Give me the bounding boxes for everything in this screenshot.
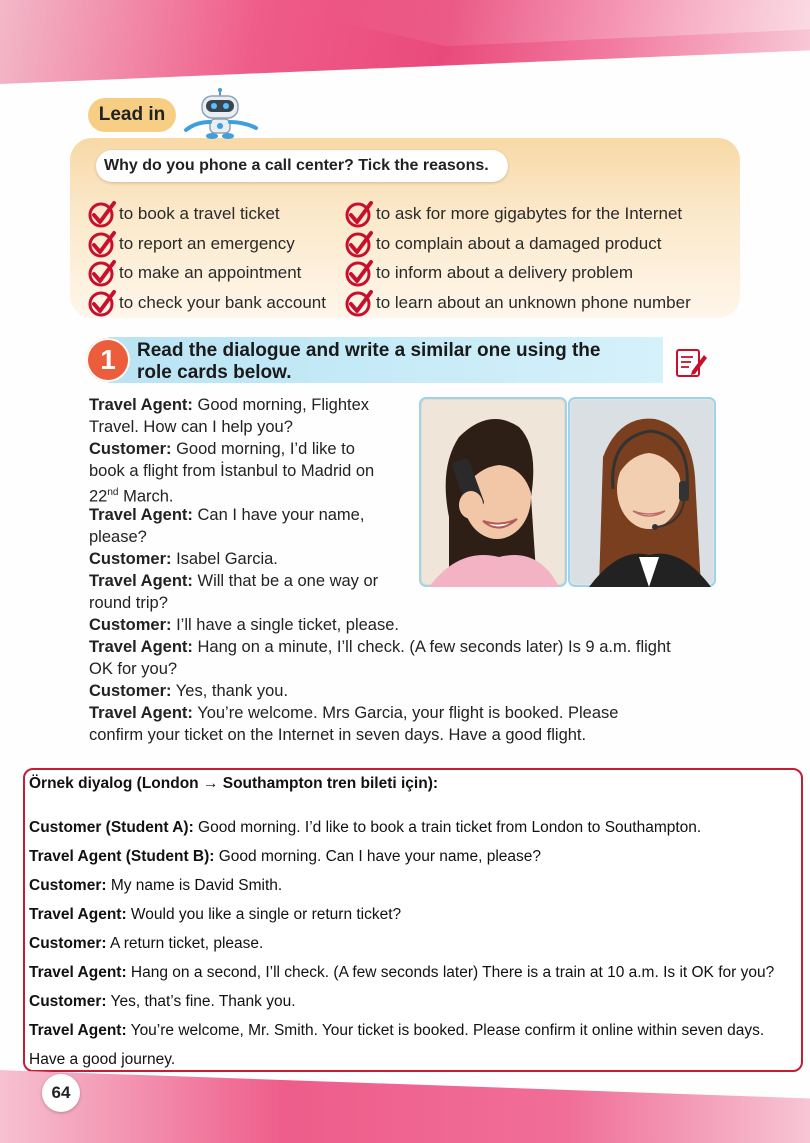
dialogue-text: Yes, thank you. (171, 682, 289, 700)
dialogue-text: Travel. How can I help you? (89, 418, 293, 436)
reason-item (87, 259, 301, 287)
pencil-notepad-icon (674, 345, 708, 379)
dialogue-line (89, 416, 293, 438)
sample-text: Yes, that’s fine. Thank you. (106, 993, 296, 1010)
sample-speaker: Travel Agent: (29, 906, 127, 923)
check-circle-icon (87, 199, 117, 229)
dialogue-speaker: Customer: (89, 550, 172, 568)
reason-item (344, 200, 682, 228)
exercise-number: 1 (86, 338, 130, 382)
dialogue-line (89, 592, 168, 614)
sample-dialogue-line (29, 1051, 175, 1069)
robot-mascot-icon (180, 88, 266, 140)
reason-label: to book a travel ticket (119, 204, 280, 223)
dialogue-line (89, 394, 369, 416)
check-circle-icon (344, 258, 374, 288)
sample-text: Would you like a single or return ticket? (126, 906, 402, 923)
exercise-title-line-2: role cards below. (137, 362, 292, 383)
sample-dialogue-title: Örnek diyalog (London → Southampton tren bileti için): (29, 775, 439, 792)
dialogue-line (89, 460, 374, 482)
dialogue-text: book a flight from İstanbul to Madrid on (89, 462, 375, 480)
sample-speaker: Travel Agent: (29, 964, 127, 981)
reason-item (87, 289, 326, 317)
sample-speaker: Customer (Student A): (29, 819, 194, 836)
sample-text: Good morning. I’d like to book a train ticket from London to Southampton. (193, 819, 702, 836)
dialogue-text: round trip? (89, 594, 168, 612)
dialogue-text: You’re welcome. Mrs Garcia, your flight is booked. Please (192, 704, 619, 722)
dialogue-speaker: Travel Agent: (89, 396, 193, 414)
reason-item (344, 259, 633, 287)
dialogue-text: OK for you? (89, 660, 178, 678)
sample-text: My name is David Smith. (106, 877, 283, 894)
sample-speaker: Travel Agent: (29, 1022, 127, 1039)
sample-dialogue-line (29, 993, 296, 1011)
dialogue-line (89, 680, 288, 702)
sample-speaker: Customer: (29, 877, 107, 894)
dialogue-text: Will that be a one way or (192, 572, 379, 590)
page-number: 64 (42, 1074, 80, 1112)
reason-item (344, 289, 691, 317)
dialogue-text-after: March. (118, 487, 174, 506)
sample-dialogue-line (29, 877, 282, 895)
dialogue-speaker: Travel Agent: (89, 704, 193, 722)
reason-label: to make an appointment (119, 263, 302, 282)
lead-in-question: Why do you phone a call center? Tick the reasons. (96, 150, 508, 182)
reason-label: to report an emergency (119, 233, 295, 253)
dialogue-speaker: Travel Agent: (89, 638, 193, 656)
dialogue-speaker: Customer: (89, 616, 172, 634)
dialogue-text: please? (89, 528, 147, 546)
check-circle-icon (344, 229, 374, 259)
dialogue-text: confirm your ticket on the Internet in seven days. Have a good flight. (89, 726, 587, 744)
dialogue-line (89, 570, 378, 592)
reason-item (87, 200, 280, 228)
sample-text: You’re welcome, Mr. Smith. Your ticket is booked. Please confirm it online within seven days. (126, 1022, 765, 1039)
sample-speaker: Customer: (29, 935, 107, 952)
lead-in-label: Lead in (88, 98, 176, 132)
dialogue-line (89, 548, 278, 570)
dialogue-text: 22 (89, 487, 108, 506)
sample-dialogue-line (29, 906, 401, 924)
dialogue-text: I’ll have a single ticket, please. (171, 616, 399, 634)
check-circle-icon (87, 258, 117, 288)
sample-dialogue-line (29, 848, 541, 866)
dialogue-line (89, 658, 177, 680)
sample-dialogue-line (29, 935, 263, 953)
sample-text: Have a good journey. (29, 1051, 176, 1068)
exercise-title (137, 340, 657, 384)
dialogue-line (89, 702, 618, 724)
sample-speaker: Travel Agent (Student B): (29, 848, 215, 865)
dialogue-text: Good morning, I’d like to (171, 440, 355, 458)
dialogue-text: Can I have your name, (192, 506, 365, 524)
check-circle-icon (87, 288, 117, 318)
sample-text: A return ticket, please. (106, 935, 264, 952)
dialogue-text: Hang on a minute, I’ll check. (A few seconds later) Is 9 a.m. flight (192, 638, 671, 656)
reason-label: to learn about an unknown phone number (376, 292, 691, 312)
exercise-title-line-1: Read the dialogue and write a similar one using the (137, 340, 601, 361)
reason-item (87, 230, 295, 258)
sample-dialogue-line (29, 964, 774, 982)
reason-item (344, 230, 661, 258)
sample-speaker: Customer: (29, 993, 107, 1010)
dialogue-line (89, 438, 355, 460)
check-circle-icon (87, 229, 117, 259)
photo-woman-on-phone (420, 398, 566, 587)
dialogue-speaker: Customer: (89, 682, 172, 700)
dialogue-line (89, 724, 586, 746)
sample-dialogue-line (29, 819, 701, 837)
reason-label: to check your bank account (119, 292, 326, 312)
dialogue-line (89, 526, 147, 548)
bottom-decorative-band (0, 1062, 810, 1143)
dialogue-line (89, 636, 671, 658)
dialogue-line (89, 614, 399, 636)
sample-dialogue-line (29, 1022, 764, 1040)
photo-woman-with-headset (569, 398, 715, 587)
reason-label: to ask for more gigabytes for the Internet (376, 204, 683, 223)
call-center-photos (419, 397, 716, 587)
dialogue-speaker: Customer: (89, 440, 172, 458)
sample-text: Good morning. Can I have your name, please? (214, 848, 541, 865)
dialogue-text: Good morning, Flightex (192, 396, 370, 414)
dialogue-speaker: Travel Agent: (89, 506, 193, 524)
reason-label: to complain about a damaged product (376, 233, 662, 253)
check-circle-icon (344, 288, 374, 318)
sample-text: Hang on a second, I’ll check. (A few seconds later) There is a train at 10 a.m. Is it OK for you? (126, 964, 775, 981)
dialogue-text: Isabel Garcia. (171, 550, 278, 568)
dialogue-superscript: nd (107, 487, 119, 498)
reason-label: to inform about a delivery problem (376, 263, 634, 282)
dialogue-line (89, 504, 364, 526)
check-circle-icon (344, 199, 374, 229)
dialogue-speaker: Travel Agent: (89, 572, 193, 590)
